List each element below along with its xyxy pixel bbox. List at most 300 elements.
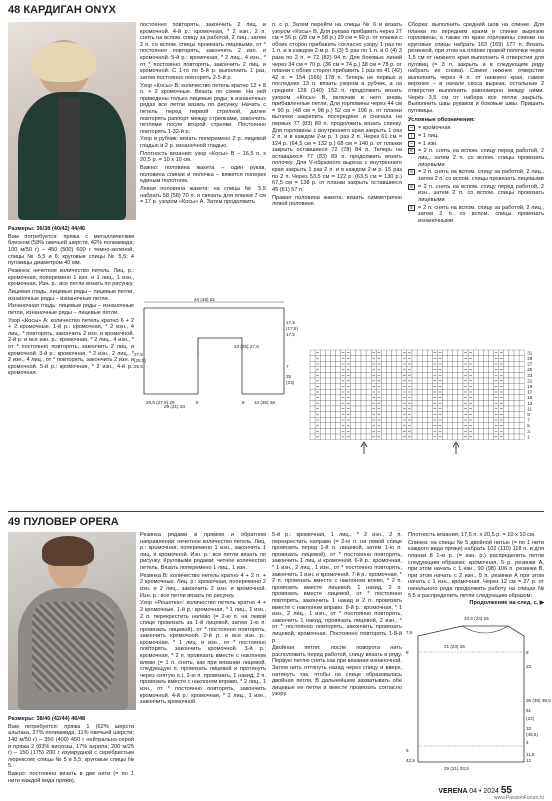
legend-item — [408, 125, 544, 132]
chart-cell — [325, 384, 330, 390]
chart-cell — [392, 389, 397, 395]
chart-cell — [325, 372, 330, 378]
chart-cell — [422, 384, 427, 390]
chart-cell — [443, 412, 448, 418]
s48-rib: Резинка: нечетное количество петель. Лиц. р.: кромочная, поперемено 1 изн. и 1 лиц., 1 изн., кромочная. Изн. р.: все петли вязать по рисунку. — [8, 267, 134, 288]
chart-cell — [453, 361, 458, 367]
chart-cell — [325, 356, 330, 362]
chart-cell — [412, 378, 417, 384]
chart-cell — [356, 389, 361, 395]
chart-cell — [330, 434, 335, 440]
chart-cell — [509, 406, 514, 412]
chart-cell — [387, 356, 392, 362]
chart-cell — [422, 356, 427, 362]
legend-symbol-icon: ≡ — [408, 169, 415, 175]
chart-cell — [473, 406, 478, 412]
chart-cell — [351, 372, 356, 378]
chart-cell — [509, 434, 514, 440]
chart-cell — [453, 428, 458, 434]
chart-cell — [473, 361, 478, 367]
legend-item — [408, 205, 544, 225]
chart-cell — [310, 378, 315, 384]
chart-cell — [422, 434, 427, 440]
chart-cell — [489, 395, 494, 401]
chart-cell — [397, 428, 402, 434]
chart-cell — [448, 367, 453, 373]
row-number-label: 15 — [527, 395, 533, 401]
arrow-up-icon — [361, 442, 367, 454]
chart-cell — [381, 384, 386, 390]
chart-cell — [489, 428, 494, 434]
chart-cell — [427, 428, 432, 434]
chart-cell — [397, 395, 402, 401]
legend-text: = 2 п. снять на вспом. спицу за работой, 2 лиц., затем 2 п. со вспом. спицы провязать изнаночными — [418, 204, 544, 224]
chart-cell — [412, 372, 417, 378]
chart-cell — [361, 434, 366, 440]
chart-cell — [397, 361, 402, 367]
chart-cell — [509, 378, 514, 384]
chart-cell — [397, 434, 402, 440]
chart-cell — [427, 423, 432, 429]
chart-cell — [504, 389, 509, 395]
chart-cell — [483, 423, 488, 429]
s48-reverse: Изнаночная гладь: лицевые ряды – изнаночные петли, изнаночные ряды – лицевые петли. — [8, 303, 134, 316]
chart-cell — [381, 417, 386, 423]
chart-cell — [366, 361, 371, 367]
chart-cell — [443, 400, 448, 406]
chart-cell — [310, 428, 315, 434]
chart-cell — [351, 389, 356, 395]
pullover-photo — [8, 532, 136, 710]
chart-cell — [392, 384, 397, 390]
chart-cell — [443, 406, 448, 412]
s48-col2-a: постоянно повторять, закончить 2 лиц. и кромочной. 4-й р.: кромочная, * 2 изн., 2 п. снять на вспом. спицу за работой, 2 лиц., затем 2 п. со вспом. спицы провязать лицевыми, от * постоянно повторять, закончить 2 изн. и кромочной. 5-й р.: кромочная, * 2 лиц., 4 изн., * от * постоянно повторять, закончить 2 лиц. и кромочной. С 1-го по 5-й р. выполнить 1 раз, затем постоянно повторять 2-5-й р. — [140, 22, 266, 81]
chart-cell — [351, 423, 356, 429]
chart-cell — [483, 395, 488, 401]
chart-cell — [320, 384, 325, 390]
schematic-dimension-label: 4 — [526, 740, 529, 745]
schematic-dimension-label: 25,5 (27,5) 29 — [146, 400, 175, 405]
chart-cell — [325, 406, 330, 412]
chart-cell — [356, 361, 361, 367]
chart-cell — [330, 395, 335, 401]
chart-cell — [417, 423, 422, 429]
chart-cell — [381, 395, 386, 401]
chart-cell — [483, 406, 488, 412]
chart-cell — [320, 356, 325, 362]
chart-cell — [458, 389, 463, 395]
chart-cell — [443, 434, 448, 440]
chart-cell — [356, 423, 361, 429]
chart-cell — [453, 412, 458, 418]
chart-cell — [392, 361, 397, 367]
chart-cell — [361, 361, 366, 367]
chart-cell — [427, 434, 432, 440]
schematic-dimension-label: 21 (23) 25 — [444, 644, 465, 649]
chart-cell — [514, 417, 519, 423]
chart-cell — [478, 428, 483, 434]
chart-cell — [458, 423, 463, 429]
chart-cell — [361, 417, 366, 423]
schematic-dimension-label: (23) — [286, 380, 295, 385]
chart-cell — [310, 389, 315, 395]
schematic-dimension-label: 23 — [526, 664, 532, 669]
chart-cell — [356, 378, 361, 384]
chart-cell — [412, 400, 417, 406]
chart-cell — [453, 372, 458, 378]
chart-cell — [478, 378, 483, 384]
chart-cell — [361, 406, 366, 412]
s49-col1 — [8, 716, 134, 786]
chart-cell — [325, 412, 330, 418]
chart-cell — [509, 400, 514, 406]
chart-cell — [422, 412, 427, 418]
legend-item — [408, 141, 544, 148]
chart-cell — [514, 361, 519, 367]
chart-cell — [509, 361, 514, 367]
chart-cell — [351, 428, 356, 434]
chart-cell — [443, 372, 448, 378]
chart-cell — [519, 400, 524, 406]
chart-cell — [361, 372, 366, 378]
chart-cell — [478, 395, 483, 401]
s49-col3-a: 5-й р.: кромочная, 1 лиц., * 2 изн., 2 п. перекрестить направо (= 2-ю п. на левой спице провязать перед 1-й п. лицевой, затем 1-ю п. провязать лицевой), от * постоянно повторять, закончить 1 лиц. и кромочной. 6-й р.: кромочная, * 1 изн., 2 лиц., 1 изн., от * постоянно повторять, закончить 1 изн. и кромочной. 7-й р.: кромочная, * 2 п. провязать вместе с наклоном влево, * 2 п. провязать вместе лицевой, 1 накид, 2 п. провязать вместе лицевой, от * постоянно повторять, закончить 1 накид и 2 п. провязать вместе с наклоном вправо. 8-й р.: кромочная, * 1 изн., 2 лиц., 1 изн., от * постоянно повторять, закончить 1 накид, провязать лицевой, 2 изн., * от * постоянно повторять, закончить провязать лицевой, кромочная. Постоянно повторять 1-8-й р. — [272, 532, 402, 644]
chart-cell — [387, 395, 392, 401]
s49-col4-b: Спинка: на спицы № 5 двойной нитью (= по 1 нити каждого вида пряжи) набрать 102 (110) 118 п. и для планки 8 1-м р. (= изн. р.) распределить петли следующим образом: кромочная, 5 р. резинки А, при этом начать с 1 изн., 90 (98) 106 п. резинки В, при этом начать с 2 изн., 5 п. резинки А при этом начать с 1 изн., кромочная. Через 12 см = 27 р. от начального ряда продолжить работу на спицах № 5,5 и распределить петли следующим образом: — [408, 539, 544, 599]
chart-cell — [366, 378, 371, 384]
chart-cell — [381, 389, 386, 395]
chart-cell — [325, 361, 330, 367]
chart-cell — [489, 412, 494, 418]
chart-cell — [519, 372, 524, 378]
chart-cell — [336, 389, 341, 395]
chart-cell — [397, 417, 402, 423]
row-number-label: 11 — [527, 406, 532, 412]
chart-cell — [310, 412, 315, 418]
chart-cell — [483, 434, 488, 440]
chart-cell — [478, 350, 483, 356]
chart-cell — [443, 389, 448, 395]
chart-cell — [412, 350, 417, 356]
s48-legend — [408, 125, 544, 224]
chart-cell — [504, 406, 509, 412]
chart-cell — [489, 361, 494, 367]
chart-cell — [387, 361, 392, 367]
chart-cell — [458, 406, 463, 412]
chart-cell — [387, 400, 392, 406]
chart-cell — [504, 384, 509, 390]
continued-label: Продолжение на след. с. ▶ — [469, 600, 544, 607]
chart-cell — [366, 350, 371, 356]
chart-cell — [320, 372, 325, 378]
chart-cell — [320, 406, 325, 412]
chart-cell — [351, 356, 356, 362]
chart-cell — [489, 423, 494, 429]
chart-cell — [478, 367, 483, 373]
s49-col2-a: Резинка рядами в прямом и обратном направлении: нечетное количество петель. Лиц. р.: кромочная, поперемено 1 изн., закончить 1 лиц. и кромочной. Изн. р.: все петли вязать по рисунку. Круговыми рядами: четное количество петель. Вязать поперемено 1 лиц., 1 изн. — [140, 532, 266, 571]
legend-text: = кромочная — [418, 125, 451, 132]
chart-cell — [514, 356, 519, 362]
chart-cell — [381, 350, 386, 356]
chart-cell — [356, 434, 361, 440]
chart-cell — [453, 395, 458, 401]
chart-cell — [519, 389, 524, 395]
chart-cell — [504, 356, 509, 362]
chart-cell — [453, 406, 458, 412]
chart-cell — [361, 423, 366, 429]
s48-materials: Вам потребуется: пряжа с металлическим блеском (58% овечьей шерсти, 42% полиамида; 100 м/50 г) – 450 (500) 600 г темно-зеленой, спицы № 5,5 и 6; круговые спицы № 5,5; 4 пуговицы диаметром 40 мм. — [8, 233, 134, 267]
schematic-dimension-label: 33,5 (23) 25 — [464, 616, 489, 621]
chart-cell — [366, 367, 371, 373]
chart-cell — [392, 423, 397, 429]
chart-cell — [483, 367, 488, 373]
schematic-dimension-label: 17,5 — [286, 320, 295, 325]
chart-cell — [361, 367, 366, 373]
schematic-dimension-label: 29 (31) 33,5 — [444, 766, 469, 771]
chart-cell — [448, 384, 453, 390]
row-number-label: 17 — [527, 389, 533, 395]
schematic-dimension-label: 17,5 — [286, 332, 295, 337]
chart-cell — [417, 428, 422, 434]
chart-cell — [381, 378, 386, 384]
chart-cell — [397, 372, 402, 378]
chart-cell — [366, 406, 371, 412]
chart-cell — [509, 372, 514, 378]
chart-cell — [320, 361, 325, 367]
row-number-label: 7 — [527, 417, 530, 423]
chart-cell — [325, 395, 330, 401]
chart-cell — [519, 395, 524, 401]
chart-cell — [387, 434, 392, 440]
chart-cell — [412, 423, 417, 429]
chart-cell — [412, 356, 417, 362]
s48-schematic — [134, 298, 306, 410]
chart-cell — [381, 423, 386, 429]
chart-cell — [336, 350, 341, 356]
chart-cell — [509, 356, 514, 362]
chart-cell — [330, 378, 335, 384]
chart-cell — [397, 367, 402, 373]
chart-cell — [417, 350, 422, 356]
chart-cell — [422, 423, 427, 429]
chart-cell — [310, 434, 315, 440]
chart-cell — [310, 423, 315, 429]
chart-cell — [356, 400, 361, 406]
chart-cell — [392, 400, 397, 406]
chart-cell — [392, 417, 397, 423]
chart-cell — [504, 361, 509, 367]
chart-cell — [443, 423, 448, 429]
chart-cell — [478, 372, 483, 378]
schematic-dimension-label: (25,5) — [134, 358, 147, 363]
chart-cell — [427, 412, 432, 418]
section-49-header — [8, 516, 119, 530]
chart-cell — [417, 417, 422, 423]
chart-cell — [351, 384, 356, 390]
chart-cell — [448, 378, 453, 384]
chart-cell — [412, 367, 417, 373]
chart-cell — [330, 367, 335, 373]
s49-col3 — [272, 532, 402, 699]
s48-col1 — [8, 226, 134, 378]
chart-cell — [448, 350, 453, 356]
chart-cell — [504, 434, 509, 440]
chart-cell — [417, 384, 422, 390]
s49-col2-c: Узор «Решетка»: количество петель кратно 4 + 2 кромочные. 1-й р.: кромочная, * 1 лиц., 1 изн., 2 п. перекрестить налево (= 2-ю п. на левой спице провязать за 1-й лицевой, затем 1-ю п. провязать лицевой), от * постоянно повторять, закончить кромочной. 2-й р. и все изн. р.: кромочная, * 1 лиц. и изн., от * постоянно повторять, закончить кромочной. 3-й р.: кромочная, * 2 п. провязать вместе с наклоном влево (= 1 п. снять, как при вязании лицевой, следующую п. провязать лицевой и протянуть через снятую п.), 2-ю п. провязать, 1 накид, 2 п. провязать вместе с наклоном вправо, * 2 лиц., 1 изн., от * постоянно повторять, закончить кромочной. 4-й р.: кромочная, * 2 лиц., 1 изн., закончить кромочной. — [140, 600, 266, 706]
legend-item — [408, 169, 544, 182]
chart-cell — [453, 350, 458, 356]
chart-cell — [448, 389, 453, 395]
chart-cell — [412, 417, 417, 423]
chart-cell — [509, 428, 514, 434]
chart-cell — [356, 350, 361, 356]
chart-cell — [478, 356, 483, 362]
s49-sizes: Размеры: 38/40 (42/44) 46/48 — [8, 716, 86, 722]
chart-cell — [310, 361, 315, 367]
chart-cell — [366, 384, 371, 390]
row-number-label: 29 — [527, 356, 533, 361]
chart-cell — [509, 423, 514, 429]
chart-cell — [519, 378, 524, 384]
chart-cell — [397, 400, 402, 406]
chart-cell — [336, 361, 341, 367]
chart-cell — [473, 378, 478, 384]
chart-cell — [458, 356, 463, 362]
chart-cell — [412, 406, 417, 412]
s48-cable-chart — [306, 346, 542, 460]
chart-cell — [320, 378, 325, 384]
chart-cell — [514, 367, 519, 373]
chart-cell — [448, 406, 453, 412]
chart-cell — [478, 384, 483, 390]
chart-cell — [381, 400, 386, 406]
chart-cell — [387, 428, 392, 434]
chart-cell — [397, 350, 402, 356]
chart-cell — [483, 350, 488, 356]
chart-cell — [392, 350, 397, 356]
chart-cell — [483, 372, 488, 378]
chart-cell — [417, 361, 422, 367]
chart-cell — [448, 412, 453, 418]
chart-cell — [509, 412, 514, 418]
chart-cell — [325, 423, 330, 429]
chart-cell — [325, 400, 330, 406]
chart-cell — [509, 384, 514, 390]
chart-cell — [504, 367, 509, 373]
chart-cell — [387, 372, 392, 378]
chart-cell — [483, 428, 488, 434]
schematic-dimension-label: 5 — [406, 748, 409, 753]
chart-cell — [514, 434, 519, 440]
chart-cell — [458, 367, 463, 373]
s48-col3-b: Правая половина жакета: вязать симметрично левой половине. — [272, 194, 402, 208]
section-48-title: КАРДИГАН ONYX — [23, 4, 117, 16]
row-number-label: 21 — [527, 378, 533, 384]
chart-cell — [448, 428, 453, 434]
chart-cell — [366, 428, 371, 434]
cardigan-photo — [8, 22, 136, 220]
legend-text: = 1 изн. — [418, 140, 438, 147]
chart-cell — [478, 434, 483, 440]
chart-cell — [489, 372, 494, 378]
chart-cell — [427, 361, 432, 367]
chart-cell — [509, 417, 514, 423]
chart-cell — [519, 417, 524, 423]
chart-cell — [397, 384, 402, 390]
s49-col2 — [140, 532, 266, 707]
chart-cell — [514, 350, 519, 356]
chart-cell — [320, 400, 325, 406]
arrow-up-icon — [453, 442, 459, 454]
row-number-label: 27 — [527, 361, 533, 367]
s48-stockinette: Лицевая гладь: лицевые ряды – лицевые петли, изнаночные ряды – изнаночные петли. — [8, 288, 134, 302]
chart-cell — [387, 389, 392, 395]
chart-cell — [361, 384, 366, 390]
chart-cell — [514, 384, 519, 390]
chart-cell — [504, 428, 509, 434]
chart-cell — [351, 395, 356, 401]
s48-col4 — [408, 22, 544, 226]
chart-cell — [504, 400, 509, 406]
schematic-dimension-label: 36 (38) 38,5 — [526, 698, 551, 703]
chart-cell — [310, 400, 315, 406]
chart-cell — [478, 400, 483, 406]
chart-cell — [336, 423, 341, 429]
s49-schematic — [404, 612, 551, 772]
chart-cell — [478, 406, 483, 412]
chart-cell — [330, 423, 335, 429]
schematic-dimension-label: 8 — [526, 650, 529, 655]
chart-cell — [387, 417, 392, 423]
row-number-label: 13 — [527, 400, 533, 406]
schematic-dimension-label: (17,5) — [286, 326, 299, 331]
chart-cell — [458, 350, 463, 356]
chart-cell — [387, 412, 392, 418]
issue: 04 • 2024 — [469, 788, 499, 795]
chart-cell — [392, 378, 397, 384]
chart-cell — [504, 350, 509, 356]
chart-cell — [366, 423, 371, 429]
chart-cell — [361, 395, 366, 401]
legend-symbol-icon: – — [408, 125, 415, 131]
chart-cell — [351, 400, 356, 406]
chart-cell — [448, 361, 453, 367]
chart-cell — [473, 428, 478, 434]
chart-cell — [336, 378, 341, 384]
chart-cell — [519, 350, 524, 356]
chart-cell — [320, 423, 325, 429]
chart-cell — [397, 406, 402, 412]
chart-cell — [356, 406, 361, 412]
chart-cell — [412, 389, 417, 395]
row-number-label: 23 — [527, 372, 533, 378]
chart-cell — [427, 356, 432, 362]
schematic-dimension-label: 32 — [526, 726, 532, 731]
schematic-dimension-label: (46,5) — [526, 732, 539, 737]
chart-cell — [351, 378, 356, 384]
section-49-title: ПУЛОВЕР OPERA — [23, 516, 119, 528]
chart-cell — [453, 367, 458, 373]
chart-cell — [366, 356, 371, 362]
chart-cell — [483, 361, 488, 367]
chart-cell — [356, 428, 361, 434]
chart-cell — [325, 434, 330, 440]
chart-cell — [330, 372, 335, 378]
chart-cell — [458, 417, 463, 423]
chart-cell — [366, 372, 371, 378]
chart-cell — [427, 417, 432, 423]
chart-cell — [330, 406, 335, 412]
